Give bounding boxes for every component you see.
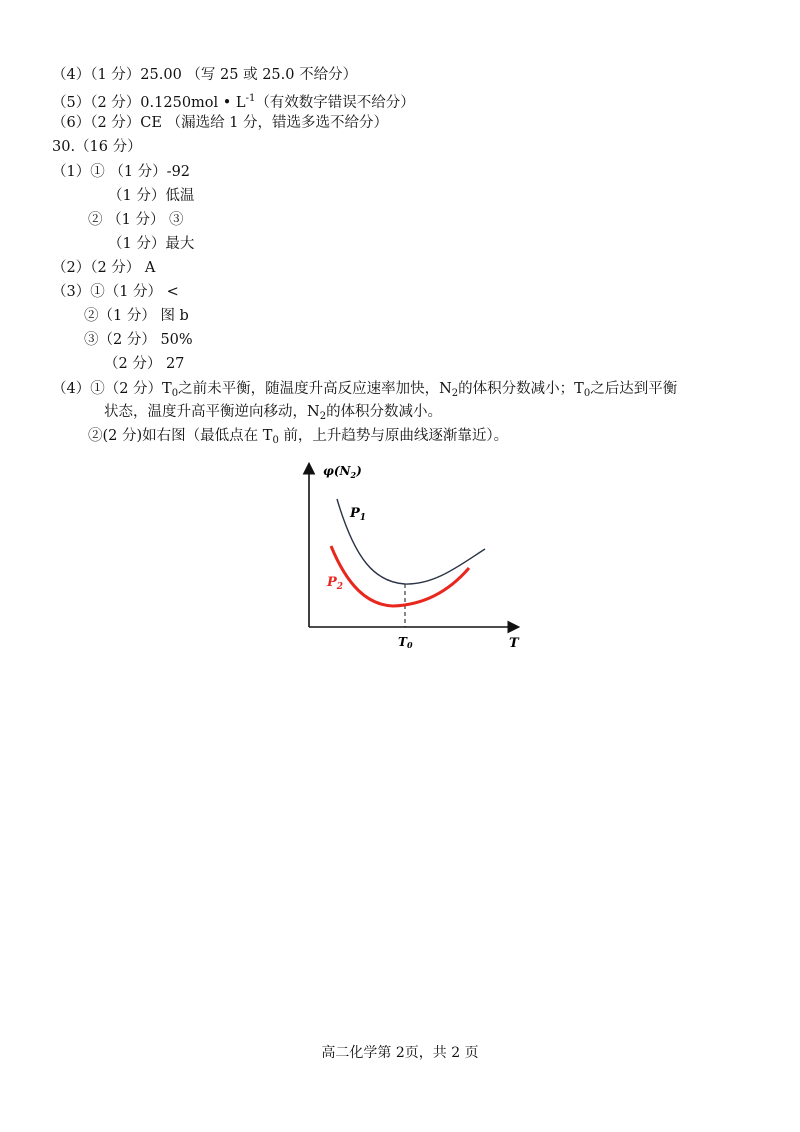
p1-label <box>349 506 366 523</box>
y-axis-label <box>323 464 362 480</box>
subscript: 0 <box>272 435 279 446</box>
answer-30-4-a-t3: 的体积分数减小；T <box>458 381 584 397</box>
answer-q5-text: （5）（2 分）0.1250mol • L <box>52 95 246 111</box>
y-axis-label-text: φ(N <box>323 464 351 478</box>
answer-30-1-a: （1）① （1 分）-92 <box>52 164 191 180</box>
answer-30-3-d: （2 分） 27 <box>104 356 185 372</box>
answer-30-4-a <box>52 380 677 403</box>
answer-30-2: （2）（2 分） A <box>52 260 156 276</box>
curve-p2 <box>331 546 469 606</box>
answer-30-3-c: ③（2 分） 50% <box>84 332 193 348</box>
subscript: 0 <box>583 388 591 399</box>
answer-q5-superscript: -1 <box>245 93 256 104</box>
nitrogen-fraction-graph <box>295 455 535 665</box>
t0-tick-text: T <box>398 635 407 649</box>
answer-30-4-a-t2: 之前未平衡，随温度升高反应速率加快，N <box>178 381 452 397</box>
answer-q4: （4）（1 分）25.00 （写 25 或 25.0 不给分） <box>52 67 358 83</box>
t0-tick-label <box>398 635 413 650</box>
x-axis-label: T <box>509 636 519 651</box>
answer-30-1-b: （1 分）低温 <box>108 188 195 204</box>
y-axis-label-close: ) <box>356 464 362 478</box>
answer-30-4-a-t5: 状态，温度升高平衡逆向移动，N <box>104 404 320 420</box>
answer-30-4-a-t6: 的体积分数减小。 <box>326 404 443 420</box>
answer-30-1-c: ② （1 分） ③ <box>88 212 184 228</box>
subscript: 2 <box>451 388 459 399</box>
p2-label-sub: 2 <box>336 582 344 592</box>
answer-30-4-b-t2: 前，上升趋势与原曲线逐渐靠近）。 <box>278 428 509 444</box>
answer-30-4-b-t1: ②(2 分)如右图（最低点在 T <box>88 428 273 444</box>
subscript: 2 <box>319 411 327 422</box>
answer-30-3-b: ②（1 分） 图 b <box>84 308 189 324</box>
p1-label-text: P <box>350 506 360 521</box>
answer-30-1-d: （1 分）最大 <box>108 236 195 252</box>
answer-q5 <box>52 90 415 112</box>
t0-tick-sub: 0 <box>406 640 413 650</box>
page-footer: 高二化学第 2页，共 2 页 <box>321 1045 479 1061</box>
p1-label-sub: 1 <box>359 513 367 523</box>
subscript: 0 <box>171 388 179 399</box>
answer-30-4-a-t4: 之后达到平衡 <box>590 381 678 397</box>
question-30-heading: 30.（16 分） <box>52 139 142 155</box>
answer-30-3-a: （3）①（1 分） < <box>52 284 179 300</box>
answer-q5-note: （有效数字错误不给分） <box>255 95 415 111</box>
answer-q6: （6）（2 分）CE （漏选给 1 分，错选多选不给分） <box>52 115 389 131</box>
y-axis-label-sub: 2 <box>350 470 357 480</box>
answer-30-4-a-t1: （4）①（2 分）T <box>52 381 172 397</box>
p2-label <box>326 575 343 592</box>
p2-label-text: P <box>327 575 337 590</box>
answer-30-4-a-cont <box>104 403 442 426</box>
answer-30-4-b <box>88 427 508 450</box>
